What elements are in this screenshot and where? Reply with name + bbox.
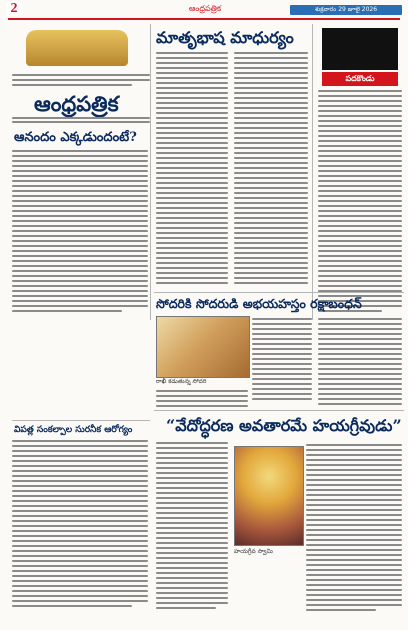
header-rule [8, 18, 400, 20]
right-feature-image [322, 28, 398, 70]
health-headline: విపత్ల సంకల్పాల సురనీక ఆరోగ్యం [14, 425, 133, 435]
right-feature-tag: పదకొండు [322, 72, 398, 86]
page-header [0, 0, 408, 20]
bottom-photo [234, 446, 304, 546]
festival-photo [156, 316, 250, 378]
bottom-photo-caption: హయగ్రీవ స్వామి [234, 548, 273, 555]
bottom-headline: “వేదోద్ధరణ అవతారమే హయగ్రీవుడు” [166, 416, 402, 435]
festival-headline: సోదరికి సోదరుడి అభయహస్తం రక్షాబంధన్ [156, 296, 362, 311]
emblem-logo [26, 30, 128, 66]
date-label: శుక్రవారం 29 జూలై 2026 [290, 5, 402, 15]
festival-photo-caption: రాఖీ కడుతున్న సోదరి [156, 378, 207, 385]
masthead-small: ఆంధ్రపత్రిక [188, 4, 222, 13]
page-number: 2 [6, 2, 22, 16]
article-title-left: ఆనందం ఎక్కడుందంటే? [14, 130, 137, 145]
masthead-title: ఆంధ్రపత్రిక [34, 91, 119, 116]
article-title-mid: మాతృభాష మాధుర్యం [156, 28, 294, 47]
